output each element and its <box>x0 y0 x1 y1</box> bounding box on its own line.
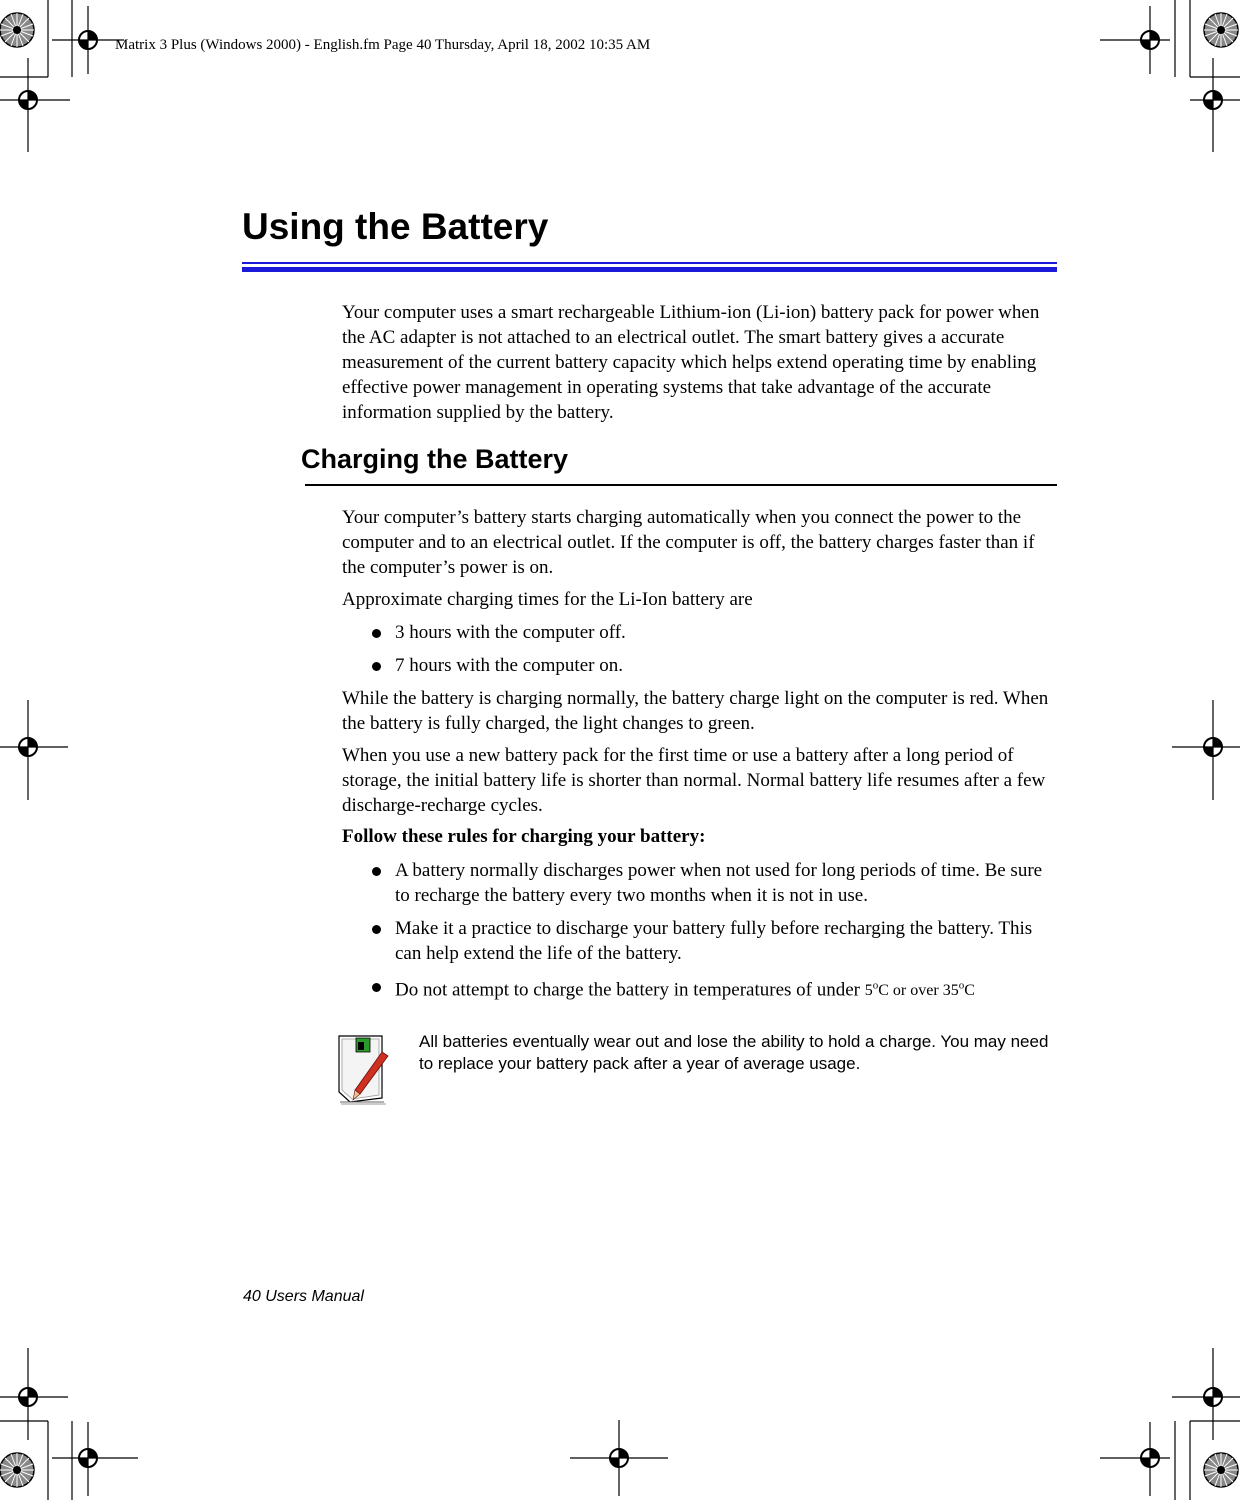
bullet-icon <box>372 662 381 671</box>
crosshair-mark <box>1204 738 1222 756</box>
bullet-icon <box>372 867 381 876</box>
intro-paragraph <box>342 300 1054 425</box>
new-battery-paragraph <box>342 743 1054 818</box>
paragraph-text: When you use a new battery pack for the first time or use a battery after a long period of storage, the initial battery life is shorter than normal. Normal battery life resumes after a few discharge-recharge cycles. <box>342 745 1046 816</box>
crosshair-mark <box>79 1449 97 1467</box>
crosshair-mark <box>1204 1388 1222 1406</box>
bullet-icon <box>372 983 381 992</box>
charge-light-paragraph <box>342 686 1054 736</box>
crosshair-mark <box>19 91 37 109</box>
crosshair-mark <box>1204 91 1222 109</box>
title-rule-thick <box>242 267 1057 272</box>
page-title: Using the Battery <box>242 206 549 247</box>
intro-text: Your computer uses a smart rechargeable Lithium-ion (Li-ion) battery pack for power when the AC adapter is not attached to an electrical outlet. The smart battery gives a accurate measurement of the current battery capacity which helps extend operating time by enabling effective power management in operating systems that take advantage of the accurate information supplied by the battery. <box>342 302 1040 423</box>
rules-heading: Follow these rules for charging your battery: <box>342 826 706 847</box>
rosette-mark-bottom-right <box>1204 1453 1238 1487</box>
list-item-text: Do not attempt to charge the battery in temperatures of under <box>395 979 865 1001</box>
section-title: Charging the Battery <box>301 444 569 474</box>
crosshair-mark <box>19 738 37 756</box>
crosshair-mark <box>1141 1449 1159 1467</box>
note-pencil-icon <box>336 1030 392 1106</box>
rosette-mark-top-right <box>1204 13 1238 47</box>
crosshair-mark <box>79 31 97 49</box>
paragraph-text: Your computer’s battery starts charging automatically when you connect the power to the computer and to an electrical outlet. If the computer is off, the battery charges faster than if the computer’s power is on. <box>342 507 1035 578</box>
rosette-mark-top-left <box>0 13 34 47</box>
list-item <box>342 620 1054 645</box>
list-item <box>342 858 1054 908</box>
crosshair-mark <box>1141 31 1159 49</box>
print-header: Matrix 3 Plus (Windows 2000) - English.fm Page 40 Thursday, April 18, 2002 10:35 AM <box>115 37 651 53</box>
list-item-text: A battery normally discharges power when not used for long periods of time. Be sure to recharge the battery every two months when it is not in use. <box>395 860 1043 906</box>
charging-times-intro <box>342 587 1054 612</box>
list-item <box>342 916 1054 966</box>
rosette-mark-bottom-left <box>0 1453 34 1487</box>
paragraph-text: While the battery is charging normally, the battery charge light on the computer is red. When the battery is fully charged, the light changes to green. <box>342 688 1049 734</box>
crosshair-mark <box>610 1449 628 1467</box>
section-rule <box>305 484 1057 486</box>
list-item-text: 3 hours with the computer off. <box>395 622 626 643</box>
list-item-text: 7 hours with the computer on. <box>395 655 623 676</box>
paragraph-text: Approximate charging times for the Li-Ion battery are <box>342 589 753 610</box>
bullet-icon <box>372 629 381 638</box>
list-item <box>342 653 1054 678</box>
temperature-low: 5$^o$C or over 35$^o$C <box>864 980 975 1000</box>
page-footer: 40 Users Manual <box>243 1288 364 1305</box>
title-rule-thin <box>242 262 1057 264</box>
charging-paragraph <box>342 505 1054 580</box>
bullet-icon <box>372 925 381 934</box>
crosshair-mark <box>19 1388 37 1406</box>
list-item <box>342 974 1054 1003</box>
list-item-text: Make it a practice to discharge your battery fully before recharging the battery. This can help extend the life of the battery. <box>395 918 1033 964</box>
note-text: All batteries eventually wear out and lose the ability to hold a charge. You may need to replace your battery pack after a year of average usage. <box>419 1032 1049 1073</box>
